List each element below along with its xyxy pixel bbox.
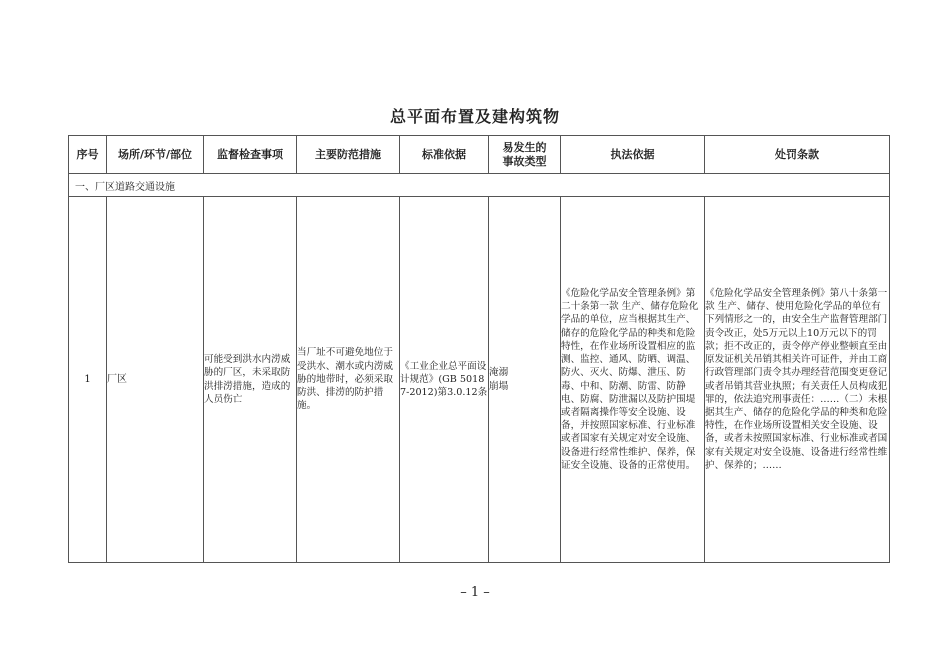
- row-inspection-item: 可能受到洪水内涝威胁的厂区，未采取防洪排涝措施，造成的人员伤亡: [204, 197, 297, 563]
- header-location: 场所/环节/部位: [107, 136, 204, 174]
- row-prevention: 当厂址不可避免地位于受洪水、潮水或内涝威胁的地带时，必须采取防洪、排涝的防护措施。: [297, 197, 400, 563]
- header-penalty: 处罚条款: [705, 136, 890, 174]
- page-title: 总平面布置及建构筑物: [389, 107, 560, 126]
- table-row: [69, 197, 890, 563]
- header-prevention: 主要防范措施: [297, 136, 400, 174]
- row-location: 厂区: [107, 197, 204, 563]
- row-accident-type: 淹溺 崩塌: [489, 197, 561, 563]
- row-penalty: 《危险化学品安全管理条例》第八十条第一款 生产、储存、使用危险化学品的单位有下列情形之一的，由安全生产监督管理部门责令改正，处5万元以上10万元以下的罚款；拒不改正的，责令停产停业整顿直至由原发证机关吊销其相关许可证件，并由工商行政管理部门责令其办理经营范围变更登记或者吊销其营业执照；有关责任人员构成犯罪的，依法追究刑事责任：……（二）未根据其生产、储存的危险化学品的种类和危险特性，在作业场所设置相关安全设施、设备，或者未按照国家标准、行业标准或者国家有关规定对安全设施、设备进行经常性维护、保养的；……: [705, 197, 890, 563]
- header-standard: 标准依据: [400, 136, 489, 174]
- section-title: 一、厂区道路交通设施: [69, 174, 890, 197]
- header-legal-basis: 执法依据: [561, 136, 705, 174]
- header-accident-type: [489, 136, 561, 174]
- row-standard: 《工业企业总平面设计规范》(GB 50187-2012)第3.0.12条: [400, 197, 489, 563]
- section-row: [69, 174, 890, 197]
- header-row: [69, 136, 890, 174]
- row-legal-basis: 《危险化学品安全管理条例》第二十条第一款 生产、储存危险化学品的单位，应当根据其生产、储存的危险化学品的种类和危险特性，在作业场所设置相应的监测、监控、通风、防晒、调温、防火、灭火、防爆、泄压、防毒、中和、防潮、防雷、防静电、防腐、防泄漏以及防护围堤或者隔离操作等安全设施、设备，并按照国家标准、行业标准或者国家有关规定对安全设施、设备进行经常性维护、保养，保证安全设施、设备的正常使用。: [561, 197, 705, 563]
- row-index: 1: [69, 197, 107, 563]
- header-index: 序号: [69, 136, 107, 174]
- page-number: – 1 –: [460, 585, 490, 600]
- inspection-table: [68, 135, 890, 563]
- header-accident-type-text: 易发生的事故类型: [502, 140, 547, 168]
- header-inspection-item: 监督检查事项: [204, 136, 297, 174]
